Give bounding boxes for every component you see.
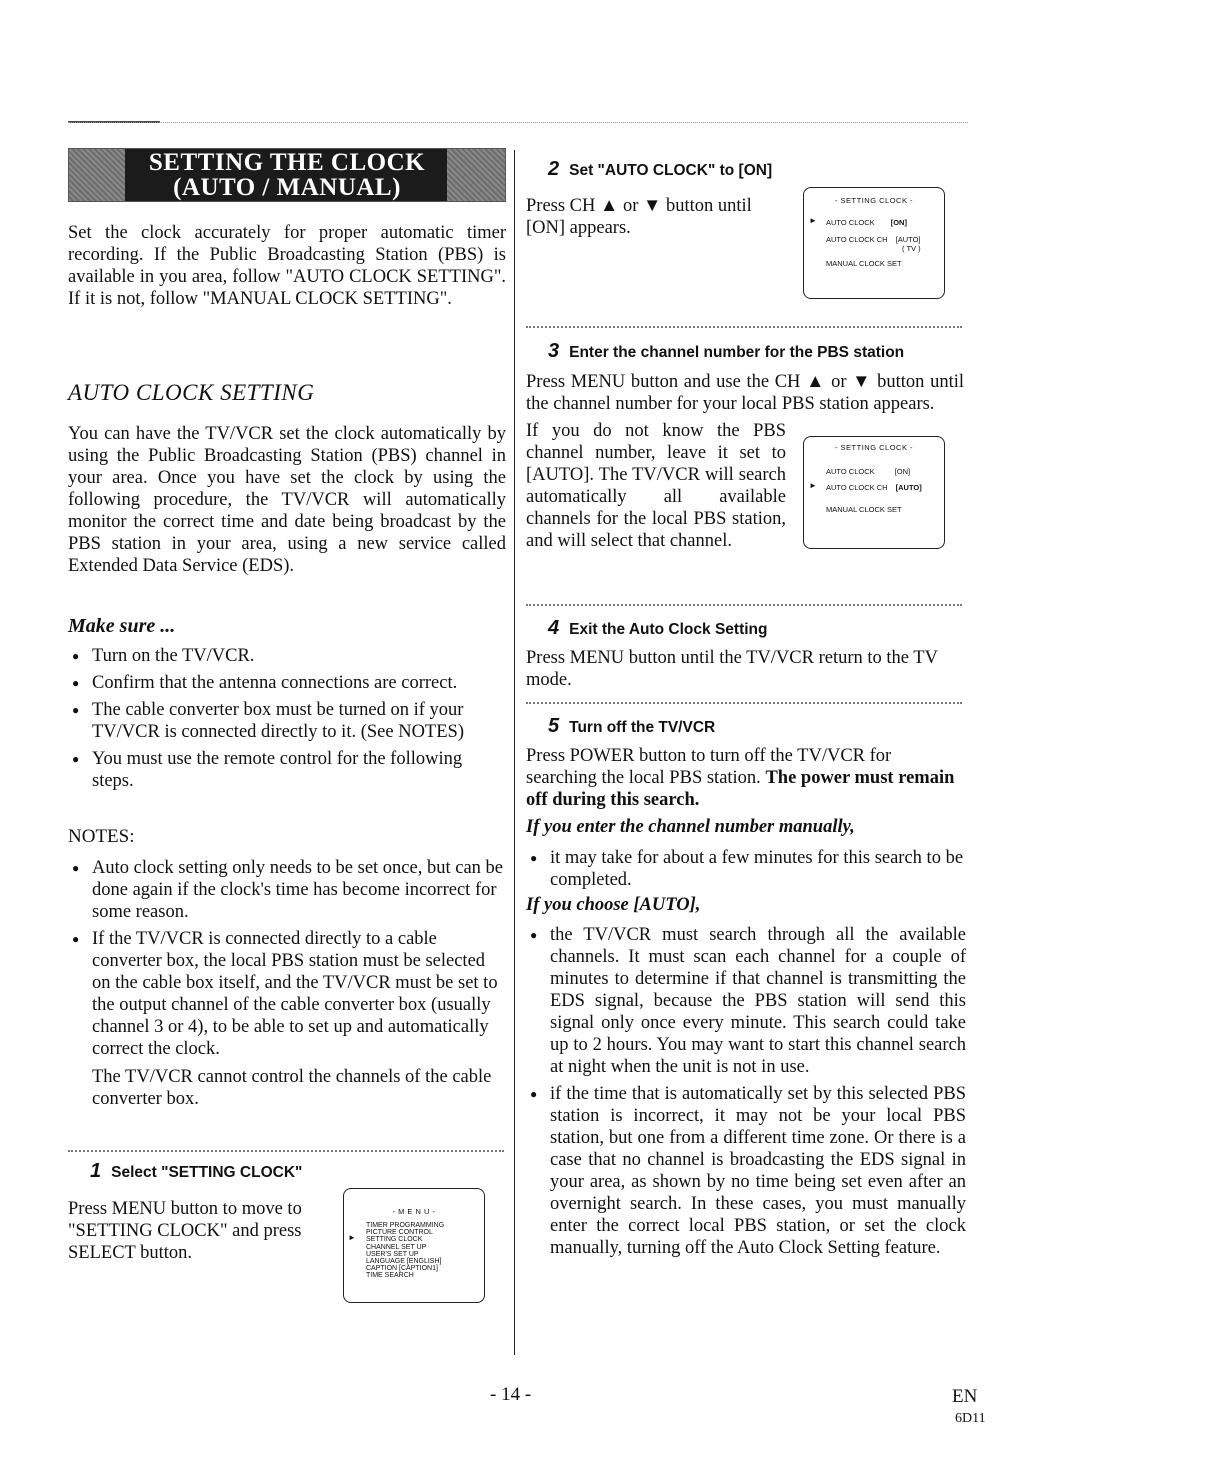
menu-screen (343, 1188, 485, 1303)
cursor-icon: ► (809, 481, 817, 490)
page-title-line1: SETTING THE CLOCK (148, 149, 426, 176)
osd-row-auto-clock-ch: AUTO CLOCK CH [AUTO] (826, 235, 921, 244)
list-item: ● The cable converter box must be turned on if your TV/VCR is connected directly to it. (See NOTES) (70, 699, 506, 743)
menu-item: PICTURE CONTROL (366, 1229, 433, 1237)
step2-text (526, 195, 788, 239)
model-code: 6D11 (955, 1411, 986, 1426)
step2-or: or (622, 196, 639, 216)
manual-heading: If you enter the channel number manually, (526, 817, 855, 837)
separator (68, 1150, 504, 1152)
osd-row-tv: ( TV ) (902, 244, 921, 253)
step2-text-after: button until [ON] appears. (526, 196, 752, 238)
step4-heading (548, 617, 767, 640)
osd-row-manual: MANUAL CLOCK SET (826, 505, 902, 514)
page-title-banner (68, 148, 506, 202)
blinking-value: [ON] (890, 218, 907, 227)
cursor-icon: ► (809, 216, 817, 225)
menu-item: TIME SEARCH (366, 1272, 414, 1280)
osd-row-auto-clock: AUTO CLOCK [ON] (826, 218, 907, 227)
osd-row-manual: MANUAL CLOCK SET (826, 259, 902, 268)
language-code: EN (952, 1386, 978, 1407)
step5-text-bold: The power must remain off during this search. (526, 768, 955, 810)
step1-title: Select "SETTING CLOCK" (111, 1164, 303, 1181)
cursor-icon: ► (348, 1233, 356, 1242)
make-sure-list (70, 645, 506, 797)
menu-item: CAPTION [CAPTION1] (366, 1265, 438, 1273)
notes-item2-text: ● If the TV/VCR is connected directly to a cable converter box, the local PBS station must be selected on the cable box itself, and the TV/VCR must be set to the output channel of the cable converter box (usually channel 3 or 4), to be able to set up and automatically correct the clock. (92, 929, 498, 1059)
list-item: ● if the time that is automatically set by this selected PBS station is incorrect, it may not be your local PBS station, but one from a different time zone. Or there is a case that no channel is broadcasting the EDS signal in your area, as shown by no time being set even after an overnight search. In these cases, you must manually enter the correct local PBS station, or set the clock manually, turning off the Auto Clock Setting feature. (528, 1083, 966, 1259)
notes-heading: NOTES: (68, 826, 135, 847)
page-title-line2: (AUTO / MANUAL) (173, 174, 401, 201)
menu-screen-title: - M E N U - (392, 1207, 436, 1216)
separator (526, 326, 962, 328)
column-divider (514, 150, 515, 1355)
osd-row-auto-clock: AUTO CLOCK [ON] (826, 467, 911, 476)
auto-list (528, 924, 966, 1264)
menu-item: TIMER PROGRAMMING (366, 1222, 445, 1229)
blinking-value: [AUTO] (895, 483, 922, 492)
step3-text2: If you do not know the PBS channel number, leave it set to [AUTO]. The TV/VCR will search automatically all available channels for the local PBS station, and will select that channel. (526, 421, 786, 551)
setting-clock-screen-step2 (803, 187, 945, 299)
list-item: ● Turn on the TV/VCR. (70, 645, 506, 667)
intro-paragraph: Set the clock accurately for proper automatic timer recording. If the Public Broadcasting Station (PBS) is available in you area, follow "AUTO CLOCK SETTING". If it is not, follow "MANUAL CLOCK SETTING". (68, 223, 506, 309)
list-item: ● Auto clock setting only needs to be set once, but can be done again if the clock's time has become incorrect for some reason. (70, 857, 506, 923)
list-item: ● You must use the remote control for the following steps. (70, 748, 506, 792)
step5-number: 5 (548, 715, 560, 737)
osd-row-auto-clock-ch: AUTO CLOCK CH [AUTO] (826, 483, 922, 492)
page-number: - 14 - (490, 1384, 532, 1405)
step4-text: Press MENU button until the TV/VCR return to the TV mode. (526, 648, 938, 690)
manual-list (528, 847, 966, 896)
notes-item2-extra: The TV/VCR cannot control the channels of the cable converter box. (92, 1067, 492, 1109)
step1-number: 1 (90, 1160, 102, 1182)
notes-list (70, 857, 506, 1115)
step5-text-normal: Press POWER button to turn off the TV/VCR for searching the local PBS station. (526, 746, 892, 788)
step2-heading (548, 158, 772, 181)
auto-clock-heading: AUTO CLOCK SETTING (68, 380, 315, 405)
up-arrow-icon: ▲ (600, 196, 619, 216)
list-item: ● it may take for about a few minutes for this search to be completed. (528, 847, 966, 891)
step5-heading (548, 715, 715, 738)
step2-text-before: Press CH (526, 196, 596, 216)
menu-item: SETTING CLOCK (366, 1236, 423, 1244)
step4-title: Exit the Auto Clock Setting (569, 621, 768, 638)
menu-item: USER'S SET UP (366, 1250, 419, 1258)
step2-number: 2 (548, 158, 560, 180)
separator (526, 702, 962, 704)
osd-title: - SETTING CLOCK - (834, 196, 914, 205)
top-rule (68, 122, 968, 123)
step3-heading (548, 340, 904, 363)
step2-title: Set "AUTO CLOCK" to [ON] (569, 162, 773, 179)
step1-heading (90, 1160, 302, 1183)
step3-number: 3 (548, 340, 560, 362)
step3-text1: Press MENU button and use the CH ▲ or ▼ button until the channel number for your local PBS station appears. (526, 372, 964, 414)
menu-items (366, 1222, 444, 1280)
separator (526, 604, 962, 606)
menu-item: LANGUAGE [ENGLISH] (366, 1258, 442, 1266)
menu-item: CHANNEL SET UP (366, 1243, 427, 1251)
osd-title: - SETTING CLOCK - (834, 443, 914, 452)
list-item: ● the TV/VCR must search through all the available channels. It must scan each channel for a couple of minutes to determine if that channel is transmitting the EDS signal, because the PBS station will send this signal only once every minute. This search could take up to 2 hours. You may want to start this channel search at night when the unit is not in use. (528, 924, 966, 1078)
make-sure-heading: Make sure ... (68, 615, 176, 637)
step5-title: Turn off the TV/VCR (569, 719, 716, 736)
auto-heading: If you choose [AUTO], (526, 895, 701, 915)
auto-clock-paragraph: You can have the TV/VCR set the clock automatically by using the Public Broadcasting Station (PBS) channel in your area. Once you have set the clock by using the following procedure, the TV/VCR will automatically monitor the correct time and date being broadcast by the PBS station in your area, using a new service called Extended Data Service (EDS). (68, 424, 506, 576)
step5-text (526, 745, 966, 811)
setting-clock-screen-step3 (803, 436, 945, 549)
step1-text: Press MENU button to move to "SETTING CLOCK" and press SELECT button. (68, 1199, 302, 1263)
down-arrow-icon: ▼ (643, 196, 662, 216)
step3-title: Enter the channel number for the PBS station (569, 344, 905, 361)
step4-number: 4 (548, 617, 560, 639)
list-item (70, 928, 506, 1110)
list-item: ● Confirm that the antenna connections are correct. (70, 672, 506, 694)
